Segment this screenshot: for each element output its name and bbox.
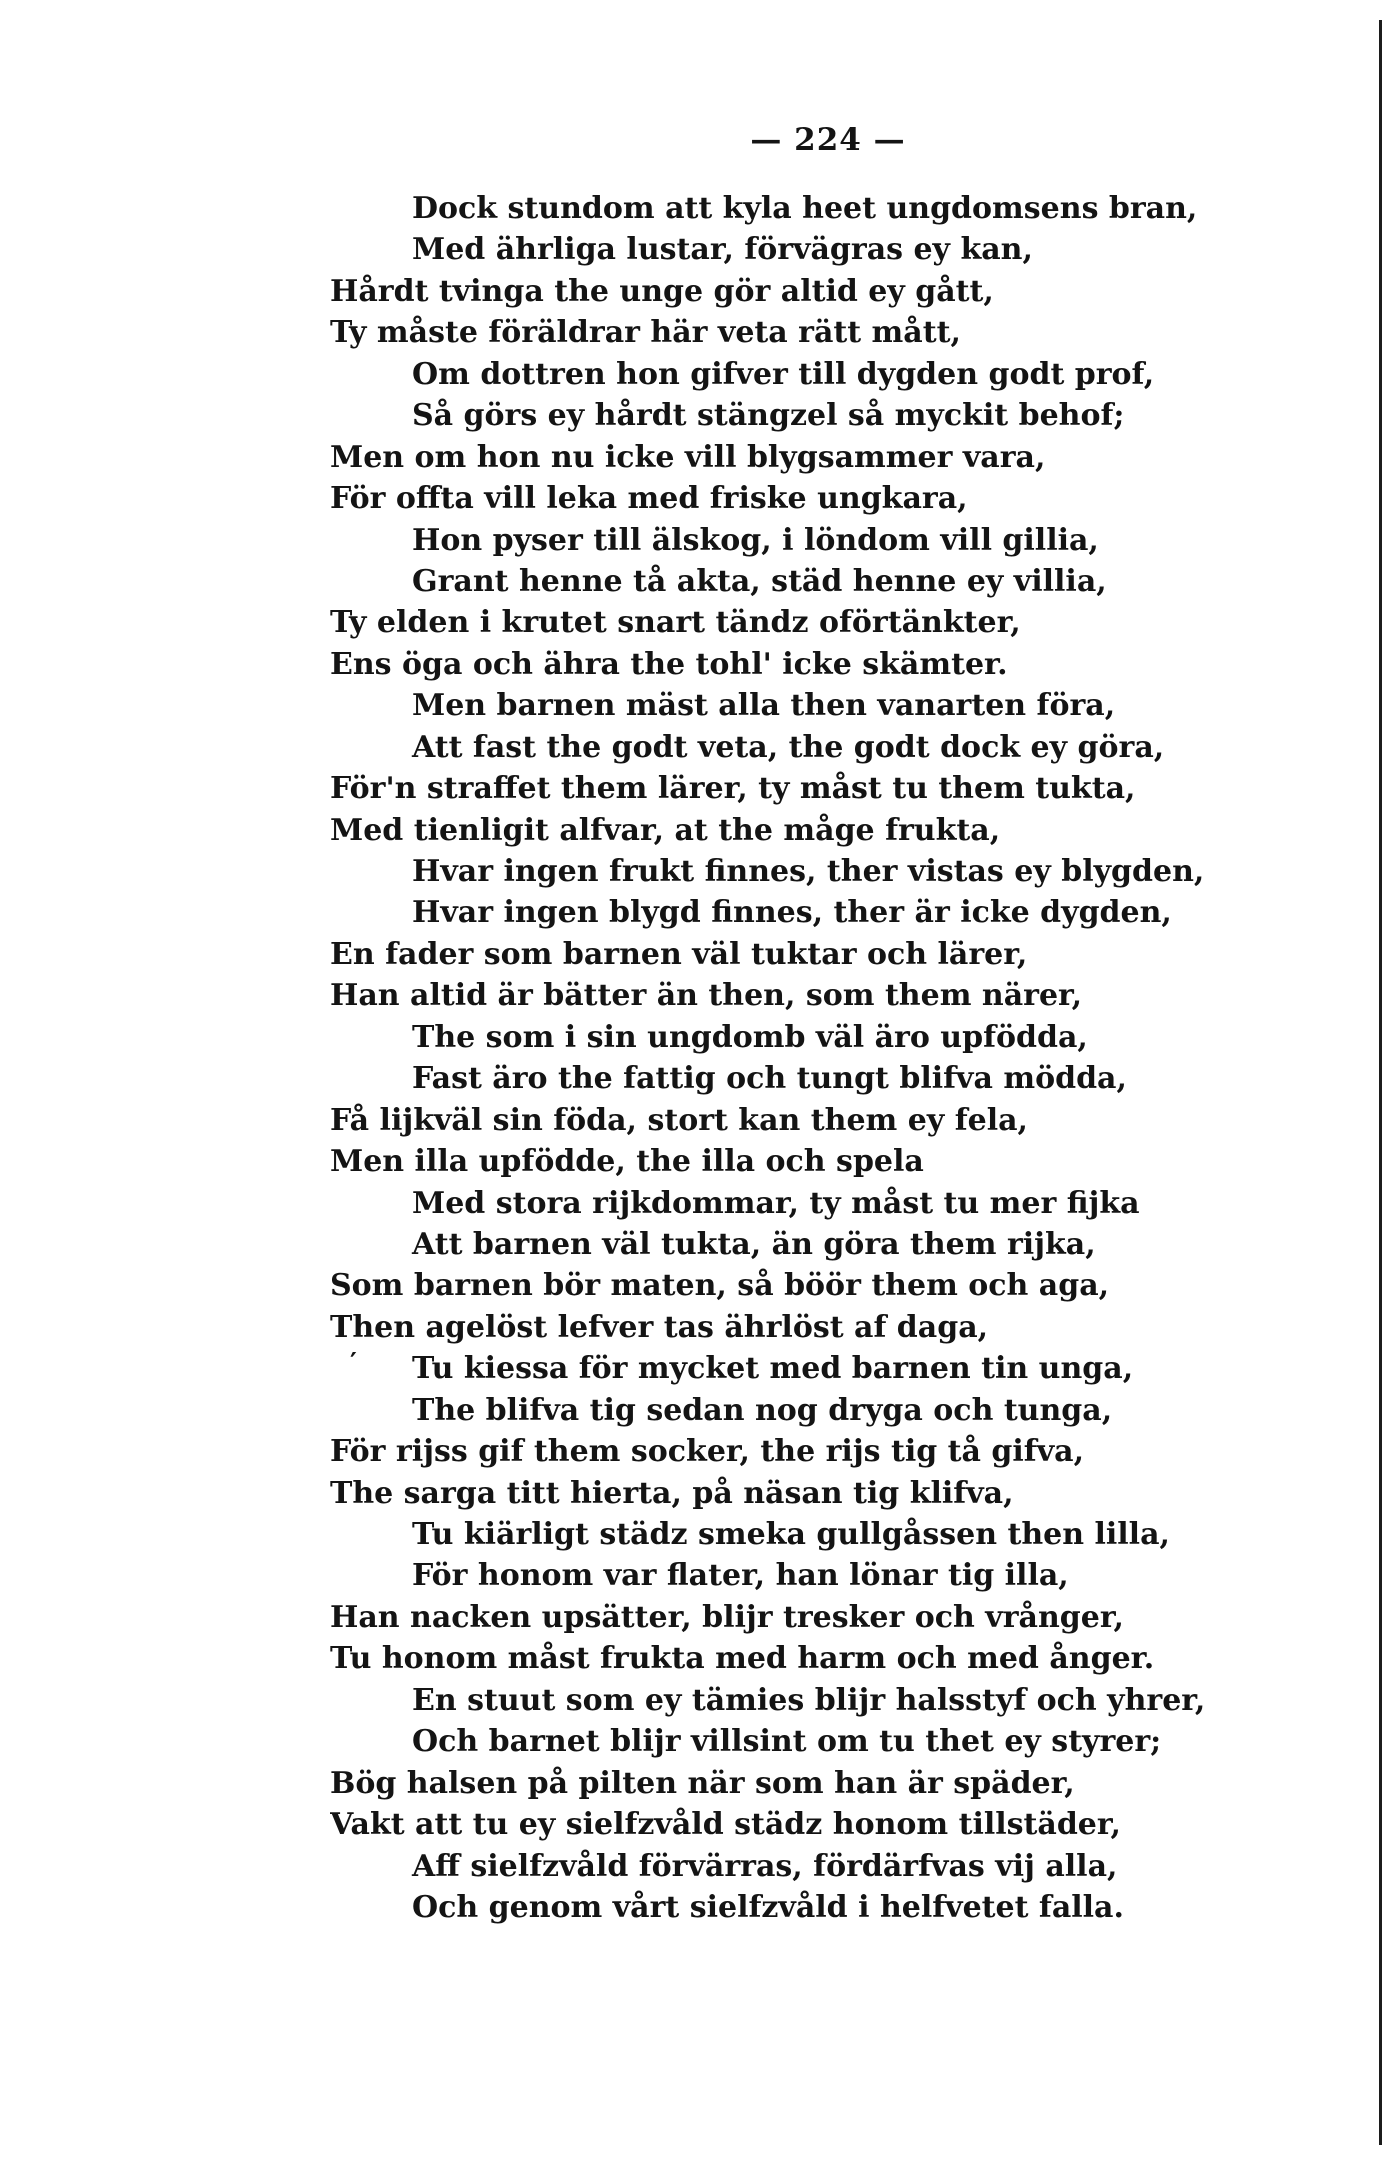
poem-line: Och barnet blijr villsint om tu thet ey styrer;: [412, 1724, 1162, 1760]
poem-line: Om dottren hon gifver till dygden godt prof,: [412, 356, 1155, 392]
poem-line: För offta vill leka med friske ungkara,: [330, 481, 968, 517]
poem-line: Men barnen mäst alla then vanarten föra,: [412, 688, 1116, 724]
poem-line: Tu honom måst frukta med harm och med ånger.: [330, 1641, 1155, 1677]
poem-line: Fast äro the fattig och tungt blifva mödda,: [412, 1061, 1127, 1097]
poem-line: Dock stundom att kyla heet ungdomsens bran,: [412, 191, 1198, 226]
poem-line: Bög halsen på pilten när som han är späder,: [330, 1765, 1075, 1801]
poem-line: Men illa upfödde, the illa och spela: [330, 1144, 924, 1180]
poem-line: Tu kiessa för mycket med barnen tin unga,: [412, 1351, 1134, 1387]
poem-line: Aff sielfzvåld förvärras, fördärfvas vij alla,: [412, 1848, 1118, 1884]
poem-line: Tu kiärligt städz smeka gullgåssen then lilla,: [412, 1517, 1170, 1552]
poem-line: Att fast the godt veta, the godt dock ey göra,: [412, 729, 1165, 765]
poem-line: Then agelöst lefver tas ährlöst af daga,: [330, 1309, 989, 1345]
page-edge-rule: [1379, 20, 1382, 2145]
poem-line: Ens öga och ähra the tohl' icke skämter.: [330, 646, 1008, 682]
poem-line: Hårdt tvinga the unge gör altid ey gått,: [330, 273, 994, 309]
poem-line: Med tienligit alfvar, at the måge frukta,: [330, 812, 1001, 848]
poem-line: Med ährliga lustar, förvägras ey kan,: [412, 232, 1033, 268]
poem-line: Vakt att tu ey sielfzvåld städz honom tillstäder,: [330, 1807, 1121, 1843]
poem-line: Som barnen bör maten, så böör them och aga,: [330, 1268, 1110, 1304]
poem-body: [330, 188, 1340, 1928]
poem-line: En fader som barnen väl tuktar och lärer,: [330, 936, 1028, 972]
poem-line: The som i sin ungdomb väl äro upfödda,: [412, 1019, 1088, 1055]
poem-line: Med stora rijkdommar, ty måst tu mer fijka: [412, 1185, 1140, 1221]
page-number: — 224 —: [750, 122, 906, 158]
poem-line: Att barnen väl tukta, än göra them rijka,: [412, 1226, 1096, 1262]
poem-line: Hvar ingen frukt finnes, ther vistas ey blygden,: [412, 854, 1205, 889]
poem-line: Och genom vårt sielfzvåld i helfvetet falla.: [412, 1889, 1124, 1925]
poem-line: En stuut som ey tämies blijr halsstyf och yhrer,: [412, 1682, 1206, 1718]
poem-line: The blifva tig sedan nog dryga och tunga,: [412, 1392, 1113, 1428]
poem-line: Så görs ey hårdt stängzel så myckit behof;: [412, 398, 1125, 434]
print-mark: ′: [350, 1348, 357, 1378]
poem-line: Få lijkväl sin föda, stort kan them ey fela,: [330, 1102, 1028, 1138]
poem-line: För'n straffet them lärer, ty måst tu them tukta,: [330, 771, 1136, 807]
poem-line: Grant henne tå akta, städ henne ey villia,: [412, 563, 1107, 599]
poem-line: Han altid är bätter än then, som them närer,: [330, 978, 1083, 1014]
poem-line: Hvar ingen blygd finnes, ther är icke dygden,: [412, 895, 1172, 931]
poem-line: För honom var flater, han lönar tig illa,: [412, 1558, 1069, 1594]
poem-line: Ty måste föräldrar här veta rätt mått,: [330, 315, 961, 351]
poem-line: Hon pyser till älskog, i löndom vill gillia,: [412, 522, 1099, 558]
poem-line: The sarga titt hierta, på näsan tig klifva,: [330, 1475, 1014, 1511]
poem-line: För rijss gif them socker, the rijs tig tå gifva,: [330, 1434, 1085, 1470]
poem-line: Han nacken upsätter, blijr tresker och vrånger,: [330, 1599, 1124, 1635]
poem-line: Ty elden i krutet snart tändz oförtänkter,: [330, 605, 1021, 641]
poem-line: Men om hon nu icke vill blygsammer vara,: [330, 439, 1046, 475]
